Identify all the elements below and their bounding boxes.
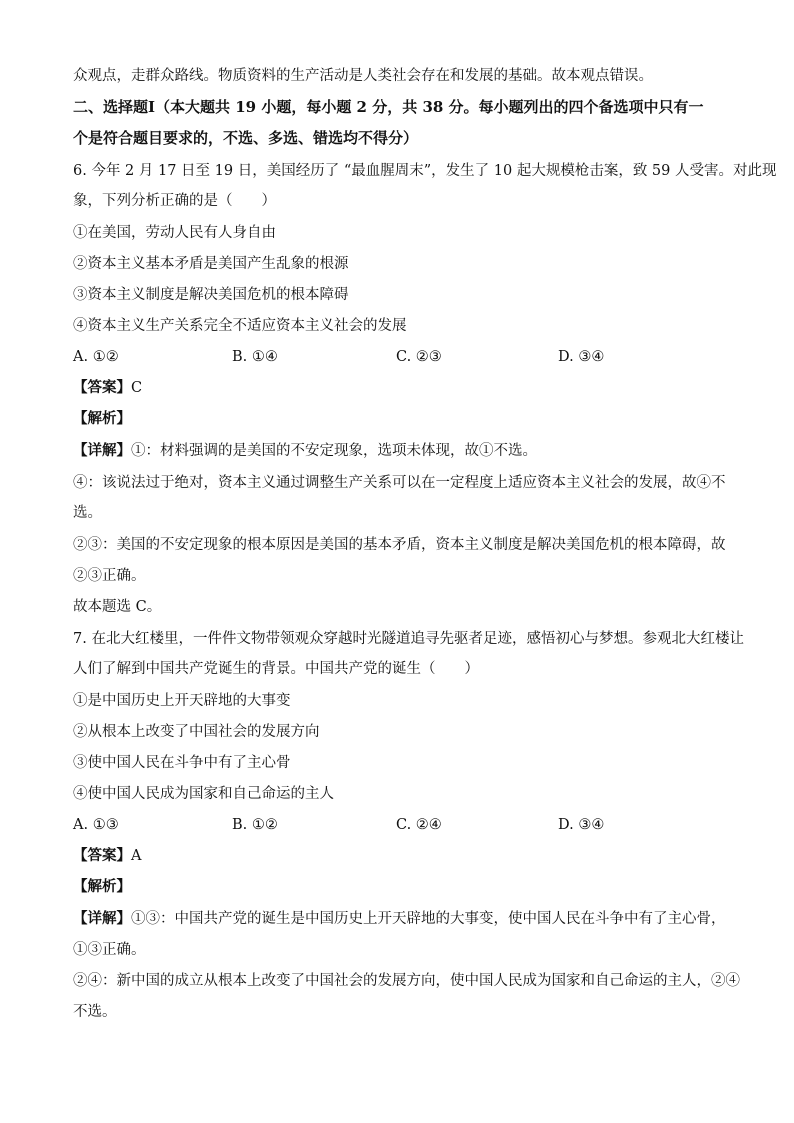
q6-statement-4: ④资本主义生产关系完全不适应资本主义社会的发展 (73, 318, 407, 334)
q7-option-c: C. ②④ (396, 817, 442, 833)
q6-analysis-line (73, 409, 733, 429)
q6-detail-line-4: ②③：美国的不安定现象的根本原因是美国的基本矛盾，资本主义制度是解决美国危机的根本障碍，故 (73, 537, 726, 553)
q6-option-c: C. ②③ (396, 349, 442, 365)
q7-statement-1: ①是中国历史上开天辟地的大事变 (73, 693, 291, 709)
intro-line: 众观点，走群众路线。物质资料的生产活动是人类社会存在和发展的基础。故本观点错误。 (73, 68, 653, 84)
q6-stem-line-1: 6. 今年 2 月 17 日至 19 日，美国经历了 “最血腥周末”，发生了 10 起大规模枪击案，致 59 人受害。对此现 (73, 163, 777, 179)
q6-stem-line-2: 象，下列分析正确的是（ ） (73, 193, 276, 209)
q7-detail-tag: 【详解】 (73, 910, 131, 927)
q6-answer-line (73, 378, 733, 398)
q6-statement-3: ③资本主义制度是解决美国危机的根本障碍 (73, 287, 349, 303)
q6-statement-1: ①在美国，劳动人民有人身自由 (73, 225, 276, 241)
q7-option-b: B. ①② (232, 817, 278, 833)
q7-detail-line-2: ①③正确。 (73, 942, 146, 958)
q7-detail-line-3: ②④：新中国的成立从根本上改变了中国社会的发展方向，使中国人民成为国家和自己命运的主人，②④ (73, 973, 740, 989)
q7-detail-line-4: 不选。 (73, 1004, 117, 1020)
section-heading-line-1: 二、选择题Ⅰ（本大题共 19 小题，每小题 2 分，共 38 分。每小题列出的四个备选项中只有一 (73, 98, 704, 116)
q7-answer-line (73, 846, 733, 866)
q6-detail-line-2: ④：该说法过于绝对，资本主义通过调整生产关系可以在一定程度上适应资本主义社会的发展，故④不 (73, 475, 726, 491)
q7-stem-line-2: 人们了解到中国共产党诞生的背景。中国共产党的诞生（ ） (73, 661, 479, 677)
q6-answer-tag: 【答案】 (73, 379, 131, 396)
q6-detail-line-3: 选。 (73, 505, 102, 521)
q6-detail-tag: 【详解】 (73, 442, 131, 459)
q7-option-d: D. ③④ (558, 817, 605, 833)
q6-option-a: A. ①② (73, 349, 119, 365)
q6-statement-2: ②资本主义基本矛盾是美国产生乱象的根源 (73, 256, 349, 272)
q7-analysis-line (73, 877, 733, 897)
q7-option-a: A. ①③ (73, 817, 119, 833)
q6-answer-value: C (131, 380, 143, 396)
q6-option-b: B. ①④ (232, 349, 278, 365)
q6-detail-line-5: ②③正确。 (73, 568, 146, 584)
q6-detail-line-6: 故本题选 C。 (73, 599, 162, 615)
section-heading-line-2: 个是符合题目要求的，不选、多选、错选均不得分） (73, 129, 419, 147)
q7-answer-value: A (131, 848, 142, 864)
q7-statement-4: ④使中国人民成为国家和自己命运的主人 (73, 786, 334, 802)
q7-detail-line-1 (73, 909, 733, 929)
q7-analysis-tag: 【解析】 (73, 878, 131, 895)
q6-analysis-tag: 【解析】 (73, 410, 131, 427)
q7-answer-tag: 【答案】 (73, 847, 131, 864)
q7-stem-line-1: 7. 在北大红楼里，一件件文物带领观众穿越时光隧道追寻先驱者足迹，感悟初心与梦想。参观北大红楼让 (73, 631, 744, 647)
q7-statement-3: ③使中国人民在斗争中有了主心骨 (73, 755, 291, 771)
q6-detail-text-1: ①：材料强调的是美国的不安定现象，选项未体现，故①不选。 (131, 443, 537, 459)
q7-detail-text-1: ①③：中国共产党的诞生是中国历史上开天辟地的大事变，使中国人民在斗争中有了主心骨， (131, 911, 726, 927)
q6-detail-line-1 (73, 441, 733, 461)
q7-statement-2: ②从根本上改变了中国社会的发展方向 (73, 724, 320, 740)
q6-option-d: D. ③④ (558, 349, 605, 365)
